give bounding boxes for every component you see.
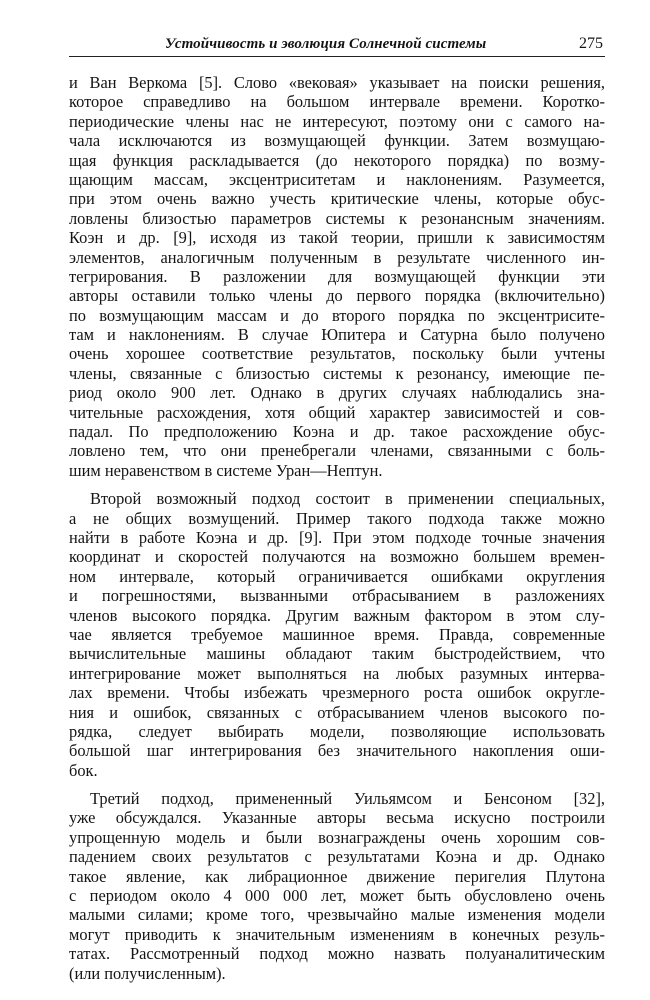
text-line: вычислительные машины обладают таким быстродействием, что xyxy=(69,644,605,664)
text-line: найти в работе Коэна и др. [9]. При этом подходе точные значения xyxy=(69,527,605,547)
text-line: авторы оставили только члены до первого порядка (включительно) xyxy=(69,286,605,306)
text-line: члены, связанные с близостью системы к резонансу, имеющие пе- xyxy=(69,363,605,383)
text-line: ния и ошибок, связанных с отбрасыванием членов высокого по- xyxy=(69,702,605,722)
text-line: уже обсуждался. Указанные авторы весьма искусно построили xyxy=(69,808,605,828)
text-line: малыми силами; кроме того, чрезвычайно малые изменения модели xyxy=(69,905,605,925)
running-title: Устойчивость и эволюция Солнечной системы xyxy=(165,36,487,52)
text-line: и Ван Веркома [5]. Слово «вековая» указывает на поиски решения, xyxy=(69,73,605,92)
paragraph-1 xyxy=(69,73,605,480)
text-line: чала исключаются из возмущающей функции. Затем возмущаю- xyxy=(69,131,605,151)
text-line: членов высокого порядка. Другим важным фактором в этом слу- xyxy=(69,605,605,625)
text-line: и погрешностями, вызванными отбрасыванием в разложениях xyxy=(69,586,605,606)
text-line: очень хорошее соответствие результатов, поскольку были учтены xyxy=(69,344,605,364)
text-line: при этом очень важно учесть критические члены, которые обус- xyxy=(69,189,605,209)
text-line: с периодом около 4 000 000 лет, может быть обусловлено очень xyxy=(69,886,605,906)
text-line: падением своих результатов с результатами Коэна и др. Однако xyxy=(69,847,605,867)
text-line: ловлены близостью параметров системы к резонансным значениям. xyxy=(69,208,605,228)
text-line: риод около 900 лет. Однако в других случаях наблюдались зна- xyxy=(69,383,605,403)
text-line: Третий подход, примененный Уильямсом и Бенсоном [32], xyxy=(90,789,605,809)
text-line: щающим массам, эксцентриситетам и наклонениям. Разумеется, xyxy=(69,169,605,189)
text-line: а не общих возмущений. Пример такого подхода также можно xyxy=(69,508,605,528)
text-line: могут приводить к значительным изменениям в конечных резуль- xyxy=(69,924,605,944)
text-line: чае является требуемое машинное время. Правда, современные xyxy=(69,624,605,644)
text-line: которое справедливо на большом интервале времени. Коротко- xyxy=(69,92,605,112)
paragraph-3 xyxy=(69,789,605,983)
text-line: такое явление, как либрационное движение перигелия Плутона xyxy=(69,866,605,886)
body-text xyxy=(69,73,605,983)
text-line: лах времени. Чтобы избежать чрезмерного роста ошибок округле- xyxy=(69,683,605,703)
text-line: ловлено тем, что они пренебрегали членами, связанными с боль- xyxy=(69,441,605,461)
text-line: упрощенную модель и были вознаграждены очень хорошим сов- xyxy=(69,827,605,847)
text-line: щая функция раскладывается (до некоторого порядка) по возму- xyxy=(69,150,605,170)
text-line: чительные расхождения, хотя общий характер зависимостей и сов- xyxy=(69,402,605,422)
text-line: Коэн и др. [9], исходя из такой теории, пришли к зависимостям xyxy=(69,228,605,248)
text-line: Второй возможный подход состоит в применении специальных, xyxy=(90,489,605,509)
text-line: по возмущающим массам и до второго порядка по эксцентриситe- xyxy=(69,305,605,325)
text-line: шим неравенством в системе Уран—Нептун. xyxy=(69,460,383,480)
text-line: падал. По предположению Коэна и др. такое расхождение обус- xyxy=(69,422,605,442)
text-line: интегрирование может выполняться на любых разумных интерва- xyxy=(69,663,605,683)
text-line: большой шаг интегрирования без значительного накопления оши- xyxy=(69,741,605,761)
text-line: (или получисленным). xyxy=(69,963,226,983)
text-line: тегрирования. В разложении для возмущающей функции эти xyxy=(69,266,605,286)
text-line: ном интервале, который ограничивается ошибками округления xyxy=(69,566,605,586)
text-line: координат и скоростей получаются на возможно большем времен- xyxy=(69,547,605,567)
text-line: периодические члены нас не интересуют, поэтому они с самого на- xyxy=(69,111,605,131)
text-line: рядка, следует выбирать модели, позволяющие использовать xyxy=(69,721,605,741)
paragraph-2 xyxy=(69,489,605,780)
page-number: 275 xyxy=(579,35,603,52)
text-line: там и наклонениям. В случае Юпитера и Сатурна было получено xyxy=(69,325,605,345)
text-line: татах. Рассмотренный подход можно назвать полуаналитическим xyxy=(69,944,605,964)
text-line: элементов, аналогичным полученным в результате численного ин- xyxy=(69,247,605,267)
text-line: бок. xyxy=(69,760,98,780)
running-header xyxy=(69,32,605,57)
